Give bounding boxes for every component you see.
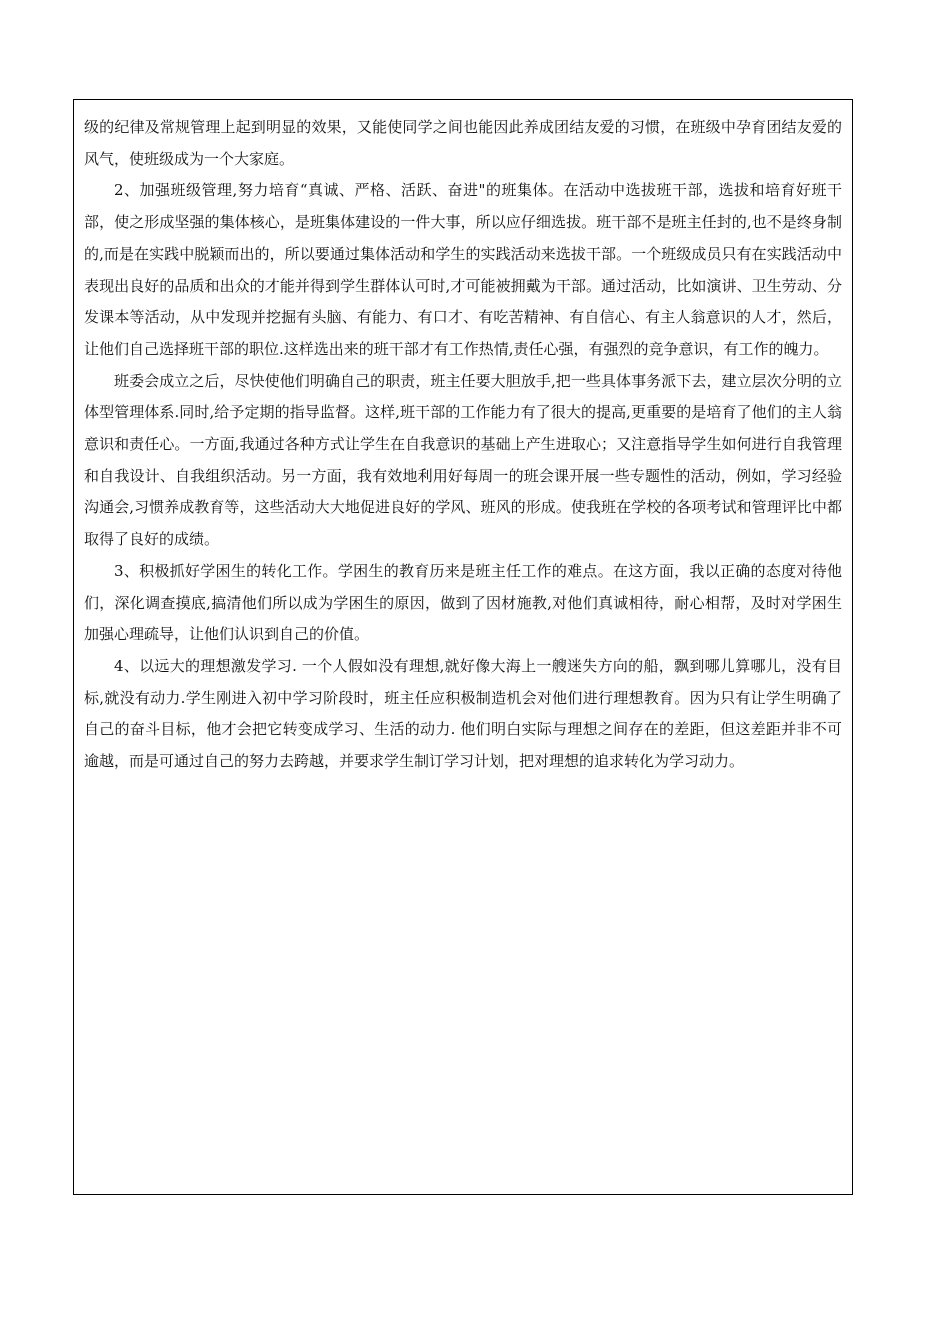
paragraph-continuation: 级的纪律及常规管理上起到明显的效果，又能使同学之间也能因此养成团结友爱的习惯，在班级中孕育团结友爱的风气，使班级成为一个大家庭。 <box>84 118 842 168</box>
document-body <box>84 112 842 778</box>
paragraph-ideals: 4、以远大的理想激发学习. 一个人假如没有理想,就好像大海上一艘迷失方向的船，飘到哪儿算哪儿，没有目标,就没有动力.学生刚进入初中学习阶段时，班主任应积极制造机会对他们进行理想教育。因为只有让学生明确了自己的奋斗目标，他才会把它转变成学习、生活的动力. 他们明白实际与理想之间存在的差距，但这差距并非不可逾越，而是可通过自己的努力去跨越，并要求学生制订学习计划，把对理想的追求转化为学习动力。 <box>84 656 842 771</box>
paragraph-class-committee: 班委会成立之后，尽快使他们明确自己的职责，班主任要大胆放手,把一些具体事务派下去，建立层次分明的立体型管理体系.同时,给予定期的指导监督。这样,班干部的工作能力有了很大的提高,更重要的是培育了他们的主人翁意识和责任心。一方面,我通过各种方式让学生在自我意识的基础上产生进取心；又注意指导学生如何进行自我管理和自我设计、自我组织活动。另一方面，我有效地利用好每周一的班会课开展一些专题性的活动，例如，学习经验沟通会,习惯养成教育等，这些活动大大地促进良好的学风、班风的形成。使我班在学校的各项考试和管理评比中都取得了良好的成绩。 <box>84 371 842 549</box>
document-frame <box>73 99 853 1195</box>
paragraph-class-management: 2、加强班级管理,努力培育“真诚、严格、活跃、奋进"的班集体。在活动中选拔班干部，选拔和培育好班干部，使之形成坚强的集体核心，是班集体建设的一件大事，所以应仔细选拔。班干部不是班主任封的,也不是终身制的,而是在实践中脱颖而出的，所以要通过集体活动和学生的实践活动来选拔干部。一个班级成员只有在实践活动中表现出良好的品质和出众的才能并得到学生群体认可时,才可能被拥戴为干部。通过活动，比如演讲、卫生劳动、分发课本等活动，从中发现并挖掘有头脑、有能力、有口才、有吃苦精神、有自信心、有主人翁意识的人才，然后，让他们自己选择班干部的职位.这样选出来的班干部才有工作热情,责任心强，有强烈的竞争意识，有工作的魄力。 <box>84 181 842 358</box>
paragraph-struggling-students: 3、积极抓好学困生的转化工作。学困生的教育历来是班主任工作的难点。在这方面，我以正确的态度对待他们，深化调查摸底,搞清他们所以成为学困生的原因，做到了因材施教,对他们真诚相待，耐心相帮，及时对学困生加强心理疏导，让他们认识到自己的价值。 <box>84 561 842 644</box>
